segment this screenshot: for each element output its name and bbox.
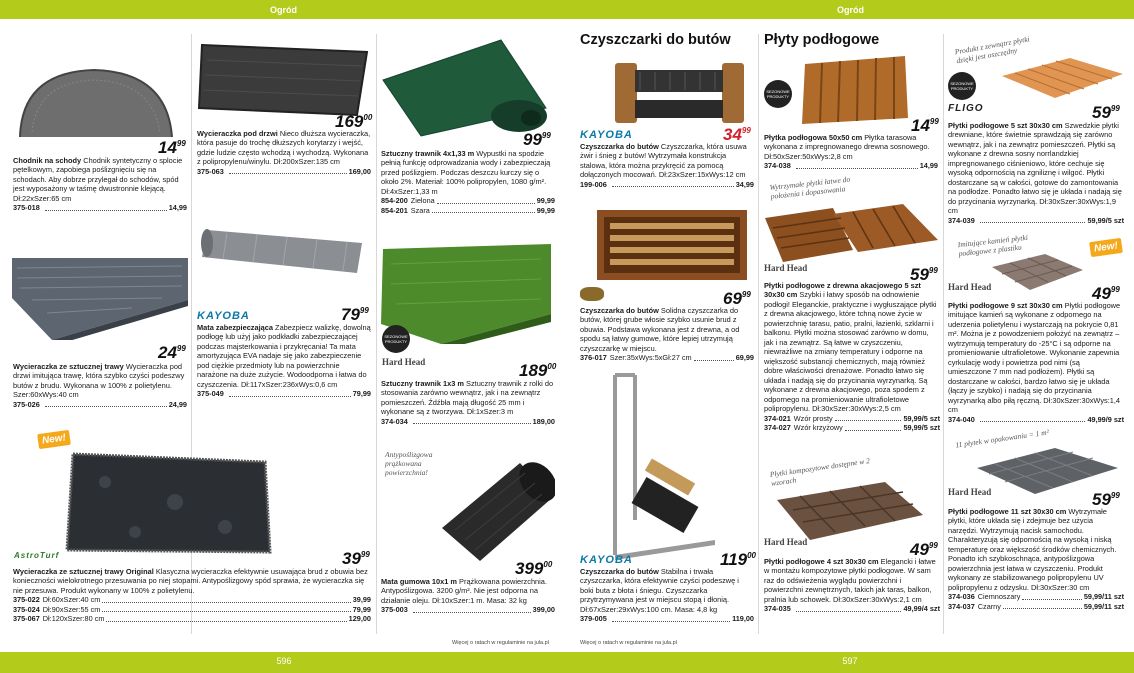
hard-head-logo: Hard Head: [382, 357, 426, 367]
product-door-mat: Wycieraczka pod drzwi Nieco dłuższa wycieraczka, która pasuje do trochę dłuższych korytarzy i wejść, gdzie ludzie często wchodzą i wychodzą. Wykonana z polipropylenu/winylu. Dł:200xSzer:135 cm 375-063 169,00: [197, 129, 371, 176]
product-row: 374-036 Ciemnoszary 59,99/11 szt: [948, 592, 1124, 602]
product-plastic-grid-tiles: Płytki podłogowe 11 szt 30x30 cm Wytrzymałe płytki, które układa się i zdejmuje bez użycia narzędzi. Wytrzymują nacisk samochodu. Charakteryzują się odpornością na wysoką i niską temperaturę oraz większość środków chemicznych. Ponadto ich szybkoschnąca, antypoślizgowa powierzchnia jest łatwa w czyszczeniu. Produkt wykonany ze stabilizowanego polipropylenu UV polipropylenu z odzysku. Dł:30xSzer:30 cm 374-036 Ciemnoszary 59,99/11 szt 374-037 Czarny 59,99/11 szt: [948, 507, 1124, 611]
plastic-grid-tiles-image: [975, 446, 1120, 496]
fligo-logo: FLIGO: [948, 103, 984, 114]
price-854-200: $99^{99}$: [523, 130, 551, 149]
composite-tiles-image: [775, 480, 925, 542]
product-row: 375-063 169,00: [197, 166, 371, 176]
product-artificial-lawn-1x3: Sztuczny trawnik 1x3 m Sztuczny trawnik z rolki do stosowania zarówno wewnątrz, jak i na zewnątrz pomieszczeń. Źdźbła mają długość 25 mm i wykonane są z tworzywa. Dł:1xSzer:3 m 374-034 189,00: [381, 379, 555, 426]
product-title: Mata zabezpieczająca: [197, 323, 273, 332]
product-row: 374-038 14,99: [764, 161, 938, 171]
product-title: Chodnik na schody: [13, 156, 82, 165]
hard-head-logo: Hard Head: [764, 537, 808, 547]
price-374-040: $49^{99}$: [1092, 284, 1120, 303]
product-wooden-boot-brush: Czyszczarka do butów Solidna czyszczarka do butów, której grube włosie szybko usunie brud z obuwia. Podstawa wykonana jest z drewna, a od spodu są łatwy gumowe, które lepiej utrzymują czyszczarkę w miejscu. 376-017 Szer:35xWys:5xGł:27 cm 69,99: [580, 306, 754, 363]
product-swedish-pine-tiles: Płytki podłogowe 5 szt 30x30 cm Szwedzkie płytki drewniane, które świetnie sprawdzają się zarówno wewnątrz, jak i na zewnątrz pomieszczeń. Płytki są wykonane z drewna sosny norrlandzkiej impregnowanego ciśnieniowo, które cechuje się wysoką odpornością na zgniliznę i wilgoć. Płytki dostarczane są w całości, gotowe do zamontowania na podłodze. Ponadto łatwo się je układa i nadają się do przycinania wyrzynarką. Dł:30xSzer:30xWys:1,9 cm 374-039 59,99/5 szt: [948, 121, 1124, 225]
rubber-mat-roll-image: [440, 458, 555, 563]
product-title: Czyszczarka do butów: [580, 142, 659, 151]
price-375-022: $39^{99}$: [342, 549, 370, 568]
stair-mat-image: [12, 62, 177, 142]
section-title-shoe-cleaners: Czyszczarki do butów: [580, 32, 731, 48]
price-374-021: $59^{99}$: [910, 265, 938, 284]
hard-head-logo: Hard Head: [948, 487, 992, 497]
product-title: Płytka podłogowa 50x50 cm: [764, 133, 863, 142]
header-right-title: Ogród: [837, 4, 864, 15]
seasonal-products-icon: SEZONOWE PRODUKTY: [764, 80, 792, 108]
product-row: 374-040 49,99/9 szt: [948, 414, 1124, 424]
price-375-026: $24^{99}$: [158, 343, 186, 362]
price-199-006: $34^{99}$: [723, 125, 751, 144]
footnote-right: Więcej o ratach w regulaminie na jula.pl: [580, 640, 677, 646]
handwritten-note: 11 płytek w opakowaniu = 1 m²: [954, 427, 1050, 450]
product-row: 199-006 34,99: [580, 179, 754, 189]
new-badge: New!: [1089, 238, 1123, 257]
price-375-003: $399^{00}$: [515, 559, 553, 578]
column-divider: [758, 34, 759, 634]
kayoba-logo: KAYOBA: [197, 310, 250, 322]
product-protective-mat: Mata zabezpieczająca Zabezpiecz walizkę, dowolną podłogę lub użyj jako podkładki zabezpieczającej podczas majsterkowania i przykręcania! Ta mata amortyzująca EVA nadaje się jako zabezpieczenie pod ciężkie przedmioty lub na powierzchnie narażone na duże zużycie. Wodoodporna i łatwa do czyszczenia. Dł:117xSzer:236xWys:0,6 cm 375-049 79,99: [197, 323, 371, 399]
product-title: Czyszczarka do butów: [580, 306, 659, 315]
product-boot-scraper-steel: Czyszczarka do butów Czyszczarka, która usuwa żwir i śnieg z butów! Wytrzymała konstrukcja stalowa, która można przykręcić za pomocą dołączonych mocowań. Dł:23xSzer:15xWys:12 cm 199-006 34,99: [580, 142, 754, 189]
handwritten-note: Płytki kompozytowe dostępne w 2 wzorach: [769, 456, 871, 488]
product-title: Płytki podłogowe 9 szt 30x30 cm: [948, 301, 1063, 310]
hard-head-logo: Hard Head: [948, 282, 992, 292]
price-375-063: $169^{00}$: [335, 112, 373, 131]
astroturf-doormat-image: [65, 452, 275, 557]
product-row: 374-035 49,99/4 szt: [764, 604, 940, 614]
product-row: 375-022 Dł:60xSzer:40 cm 39,99: [13, 595, 371, 605]
section-title-floor-tiles: Płyty podłogowe: [764, 32, 880, 48]
handwritten-note: Antypoślizgowa prążkowana powierzchnia!: [385, 450, 433, 477]
price-374-039: $59^{99}$: [1092, 103, 1120, 122]
product-title: Mata gumowa 10x1 m: [381, 577, 457, 586]
protective-mat-roll-image: [197, 225, 369, 275]
product-rubber-mat: Mata gumowa 10x1 m Prążkowana powierzchnia. Antypoślizgowa. 3200 g/m². Nie jest odporna na działanie oleju. Dł:10xSzer:1 m. Masa: 32 kg 375-003 399,00: [381, 577, 555, 615]
column-divider: [943, 34, 944, 634]
wooden-boot-brush-image: [592, 205, 752, 283]
product-row: 854-200 Zielona 99,99: [381, 196, 555, 206]
product-title: Wycieraczka pod drzwi: [197, 129, 278, 138]
product-row: 374-021 Wzór prosty 59,99/5 szt: [764, 413, 940, 423]
product-title: Wycieraczka ze sztucznej trawy Original: [13, 567, 154, 576]
product-title: Czyszczarka do butów: [580, 567, 659, 576]
handwritten-note: Produkt z zewnątrz płytki dzięki jest oszczędny: [954, 34, 1031, 66]
handwritten-note: Imitujące kamień płytki podłogowe z plastiku: [957, 232, 1029, 259]
product-row: 375-003 399,00: [381, 605, 555, 615]
product-title: Sztuczny trawnik 4x1,33 m: [381, 149, 475, 158]
product-row: 374-027 Wzór krzyżowy 59,99/5 szt: [764, 423, 940, 433]
footnote-left: Więcej o ratach w regulaminie na jula.pl: [452, 640, 549, 646]
price-376-017: $69^{99}$: [723, 289, 751, 308]
page-number-right: 597: [842, 656, 858, 666]
product-grass-doormat: Wycieraczka ze sztucznej trawy Wycieraczka pod drzwi imitująca trawę, która szybko czyści podeszwy butów z brudu. Wykonana w 100% z polietylenu. Szer:60xWys:40 cm 375-026 24,99: [13, 362, 187, 409]
brand-badge-icon: [580, 287, 604, 301]
seasonal-products-icon: SEZONOWE PRODUKTY: [948, 72, 976, 100]
price-374-034: $189^{00}$: [519, 361, 557, 380]
boot-scraper-image: [610, 55, 750, 135]
artificial-lawn-roll-image: [381, 38, 553, 138]
product-row: 375-024 Dł:90xSzer:55 cm 79,99: [13, 604, 371, 614]
artificial-grass-doormat-image: [12, 258, 188, 340]
product-composite-tiles: Płytki podłogowe 4 szt 30x30 cm Elegancki i łatwe w montażu kompozytowe płytki podłogowe. W sam raz do odświeżenia wyglądu powierzchni i powierzchni zewnętrznych, takich jak taras, balkon, pralnia lub schowek. Dł:30xSzer:30xWys:2,1 cm 374-035 49,99/4 szt: [764, 557, 940, 614]
price-375-049: $79^{99}$: [341, 305, 369, 324]
product-standing-boot-cleaner: Czyszczarka do butów Stabilna i trwała czyszczarka, która efektywnie czyści podeszwę i boki buta z błota i śniegu. Czyszczarka przytrzymywana jest w miejscu stopą i dłonią. Dł:67xSzer:29xWys:100 cm. Masa: 4,8 kg 379-005 119,00: [580, 567, 754, 624]
product-row: 375-067 Dł:120xSzer:80 cm 129,00: [13, 614, 371, 624]
door-mat-image: [197, 40, 369, 118]
product-title: Wycieraczka ze sztucznej trawy: [13, 362, 124, 371]
column-divider: [376, 34, 377, 634]
standing-boot-cleaner-image: [605, 370, 720, 560]
product-title: Płytki podłogowe 5 szt 30x30 cm: [948, 121, 1063, 130]
kayoba-logo: KAYOBA: [580, 129, 633, 141]
product-row: 379-005 119,00: [580, 614, 754, 624]
product-row: 376-017 Szer:35xWys:5xGł:27 cm 69,99: [580, 353, 754, 363]
product-title: Płytki podłogowe z drewna akacjowego 5 szt 30x30 cm: [764, 281, 921, 300]
astroturf-logo: AstroTurf: [14, 551, 60, 560]
price-374-036: $59^{99}$: [1092, 490, 1120, 509]
price-375-018: $14^{99}$: [158, 138, 186, 157]
product-row: 374-034 189,00: [381, 416, 555, 426]
product-astroturf-doormat: Wycieraczka ze sztucznej trawy Original Klasyczna wycieraczka efektywnie usuwająca brud z obuwia bez konieczności wielokrotnego przesuwania po niej stopami. Antypoślizgowy spód sprawia, że wycieraczka się nie przesuwa. Produkt wykonany w 100% z polietylenu. 375-022 Dł:60xSzer:40 cm 39,99 375-024 Dł:90xSzer:55 cm 79,99 375-067 Dł:120xSzer:80 cm 129,00: [13, 567, 371, 624]
hard-head-logo: Hard Head: [764, 263, 808, 273]
product-stair-mat: Chodnik na schody Chodnik syntetyczny o splocie pętelkowym, zapobiega poślizgnięciu się na schodach. Aby dobrze przylegał do schodów, spód jest wyposażony w taśmę dwustronnie klejącą. Dł:22xSzer:65 cm 375-018 14,99: [13, 156, 187, 213]
product-title: Płytki podłogowe 4 szt 30x30 cm: [764, 557, 879, 566]
product-pine-deck-tile: Płytka podłogowa 50x50 cm Płytka tarasowa wykonana z impregnowanego drewna sosnowego. Dł:50xSzer:50xWys:2,8 cm 374-038 14,99: [764, 133, 938, 171]
price-379-005: $119^{00}$: [720, 550, 757, 569]
product-row: 854-201 Szara 99,99: [381, 205, 555, 215]
acacia-tiles-image: [763, 200, 941, 262]
new-badge: New!: [37, 430, 71, 449]
product-row: 375-026 24,99: [13, 399, 187, 409]
stone-imitation-tiles-image: [990, 252, 1085, 292]
product-row: 374-039 59,99/5 szt: [948, 215, 1124, 225]
swedish-pine-tiles-image: [1000, 56, 1125, 101]
price-374-038: $14^{99}$: [911, 116, 939, 135]
product-row: 375-018 14,99: [13, 203, 187, 213]
price-374-035: $49^{99}$: [910, 540, 938, 559]
product-title: Sztuczny trawnik 1x3 m: [381, 379, 464, 388]
footer-bar: [0, 652, 1134, 673]
artificial-lawn-piece-image: [381, 244, 553, 344]
pine-deck-tile-image: [800, 54, 910, 126]
product-artificial-lawn-4x133: Sztuczny trawnik 4x1,33 m Wypustki na spodzie pełnią funkcję odprowadzania wody i zabezpieczają przed poślizgiem. Podczas deszczu kurczy się o około 2%. Materiał: 100% polipropylen, 1080 g/m². Dł:4xSzer:1,33 m 854-200 Zielona 99,99 854-201 Szara 99,99: [381, 149, 555, 215]
product-acacia-tiles: Płytki podłogowe z drewna akacjowego 5 szt 30x30 cm Szybki i łatwy sposób na odnowienie podłogi! Eleganckie, praktyczne i wygłuszające płytki z drewna akacjowego, które tchną nowe życie w powierzchnię tarasu, patio, pralni, łazienki, szklarni i balkonu. Płytki można stosować zarówno w domu, jak i na zewnątrz. Są łatwe w czyszczeniu, niewrażliwe na zmiany temperatury i odporne na większość substancji chemicznych, mają również dobre właściwości drenażowe. Ponadto łatwo się układa i nadają się do przycinania wyrzynarką. Są wykonane z drewna akacjowego, poza spodem z odpornego na promieniowanie ultrafioletowe polipropylenu. Dł:30xSzer:30xWys:2,5 cm 374-021 Wzór prosty 59,99/5 szt 374-027 Wzór krzyżowy 59,99/5 szt: [764, 281, 940, 433]
handwritten-note: Wytrzymałe płytki łatwe do położenia i dopasowania: [769, 174, 851, 201]
kayoba-logo: KAYOBA: [580, 554, 633, 566]
product-title: Płytki podłogowe 11 szt 30x30 cm: [948, 507, 1067, 516]
product-stone-imitation-tiles: Płytki podłogowe 9 szt 30x30 cm Płytki podłogowe imitujące kamień są wykonane z odpornego na uderzenia polietylenu i wystarczają na pokrycie 0,81 m². Można je z powodzeniem położyć na zewnątrz – wytrzymują temperatury do -25°C i są odporne na promieniowanie ultrafioletowe. Wykonanie zapewnia cyrkulację wody i powietrza pod nimi (są umieszczone 7 mm nad podłożem). Płytki są dostarczane w całości, bardzo łatwo się je układa (łączy je szybko) i nadają się do przycinania wyrzynarką albo piłą ręczną. Dł:30xSzer:30xWys:1,4 cm 374-040 49,99/9 szt: [948, 301, 1124, 424]
page-number-left: 596: [276, 656, 292, 666]
product-row: 374-037 Czarny 59,99/11 szt: [948, 601, 1124, 611]
product-row: 375-049 79,99: [197, 389, 371, 399]
seasonal-products-icon: SEZONOWE PRODUKTY: [382, 325, 410, 353]
header-left-title: Ogród: [270, 4, 297, 15]
